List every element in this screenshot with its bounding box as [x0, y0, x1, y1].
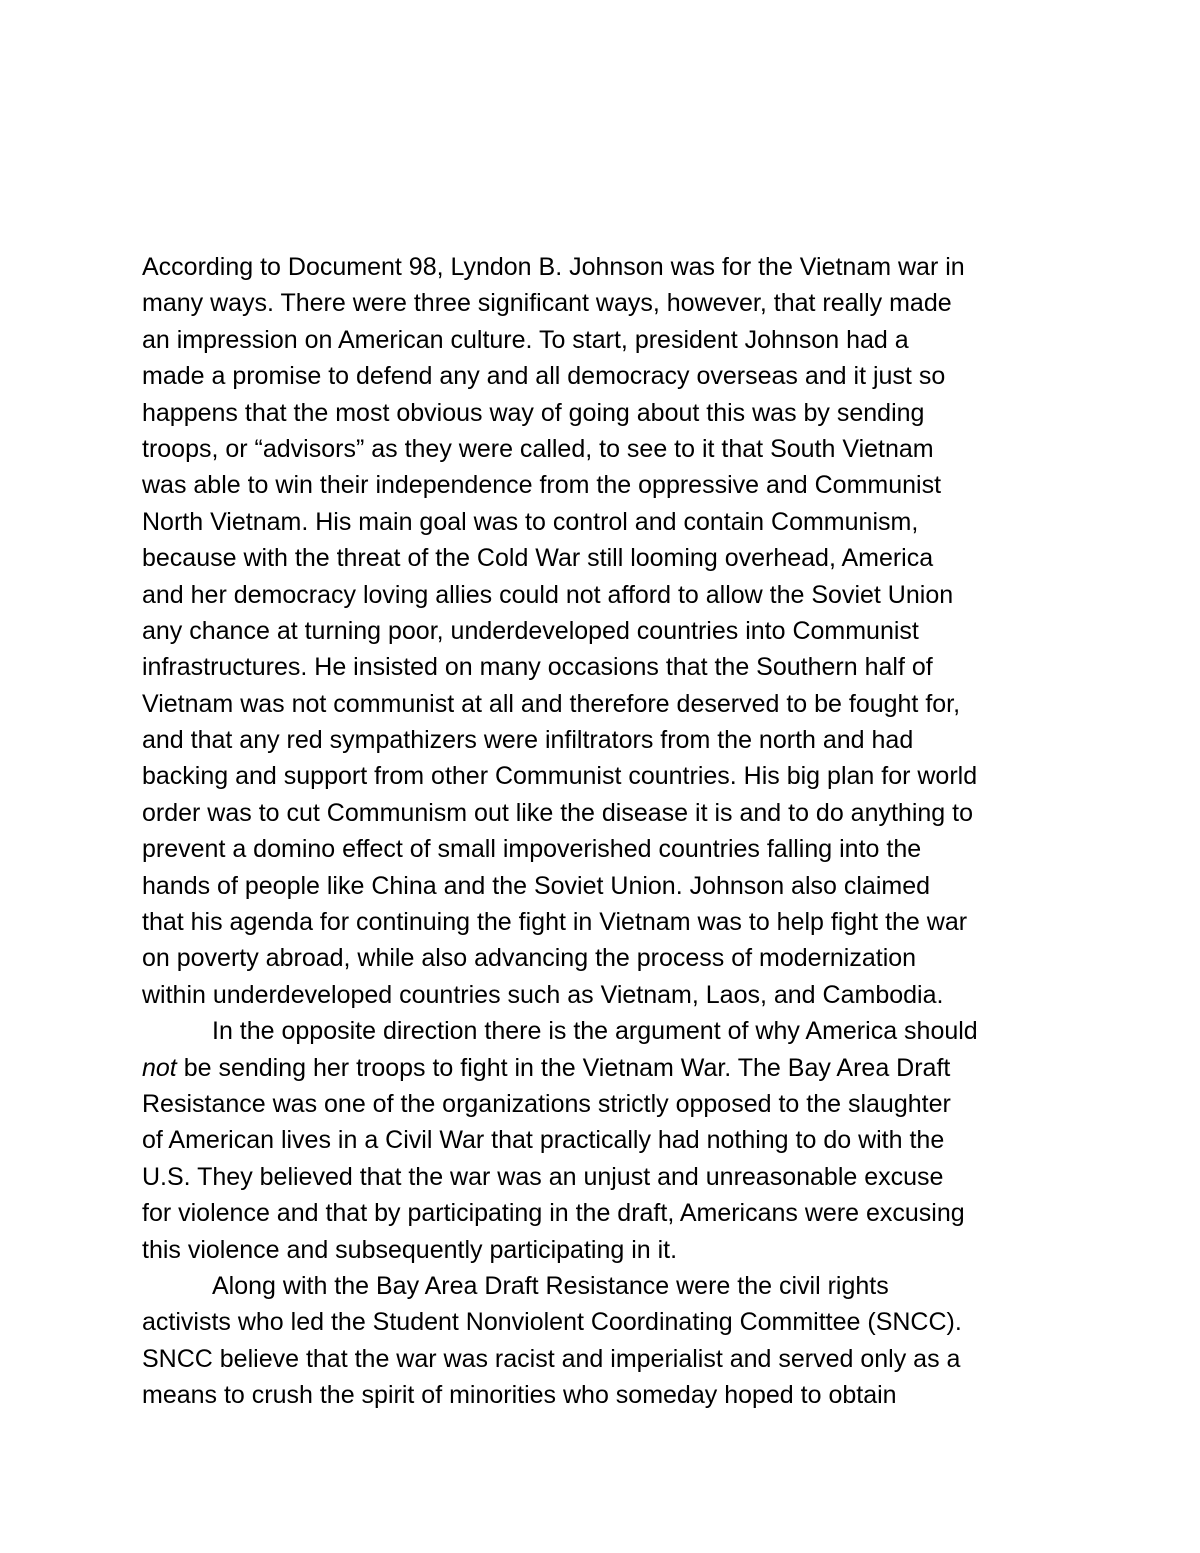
text-line: was able to win their independence from the oppressive and Communist [142, 471, 942, 500]
text-line: this violence and subsequently participating in it. [142, 1235, 678, 1264]
text-line: for violence and that by participating in the draft, Americans were excusing [142, 1199, 965, 1228]
text-line: order was to cut Communism out like the disease it is and to do anything to [142, 798, 973, 827]
text-line: Resistance was one of the organizations strictly opposed to the slaughter [142, 1089, 951, 1118]
text-line: because with the threat of the Cold War still looming overhead, America [142, 544, 934, 573]
text-line: happens that the most obvious way of going about this was by sending [142, 398, 925, 427]
text-line: Vietnam was not communist at all and therefore deserved to be fought for, [142, 689, 961, 718]
italic-text: not [142, 1053, 177, 1082]
text-line: activists who led the Student Nonviolent Coordinating Committee (SNCC). [142, 1308, 962, 1337]
paragraph [142, 1268, 1102, 1414]
text-line: backing and support from other Communist countries. His big plan for world [142, 762, 978, 791]
text-line: that his agenda for continuing the fight in Vietnam was to help fight the war [142, 908, 968, 937]
text-line: prevent a domino effect of small impoverished countries falling into the [142, 835, 922, 864]
text-line: hands of people like China and the Soviet Union. Johnson also claimed [142, 871, 931, 900]
text-line: many ways. There were three significant ways, however, that really made [142, 289, 952, 318]
text-line: In the opposite direction there is the argument of why America should [212, 1017, 978, 1046]
text-line: any chance at turning poor, underdeveloped countries into Communist [142, 616, 919, 645]
text-line: of American lives in a Civil War that practically had nothing to do with the [142, 1126, 945, 1155]
text-line: means to crush the spirit of minorities who someday hoped to obtain [142, 1381, 897, 1410]
text-line: According to Document 98, Lyndon B. Johnson was for the Vietnam war in [142, 253, 965, 281]
text-line: North Vietnam. His main goal was to control and contain Communism, [142, 507, 919, 536]
paragraph [142, 249, 1102, 1013]
text-line: and her democracy loving allies could not afford to allow the Soviet Union [142, 580, 954, 609]
text-line: Along with the Bay Area Draft Resistance were the civil rights [212, 1271, 889, 1300]
text-line: U.S. They believed that the war was an unjust and unreasonable excuse [142, 1162, 944, 1191]
text-line [142, 1050, 1102, 1086]
text-line: within underdeveloped countries such as Vietnam, Laos, and Cambodia. [142, 980, 944, 1009]
text-line: and that any red sympathizers were infiltrators from the north and had [142, 726, 914, 755]
document-body [142, 249, 1102, 1414]
text-line: SNCC believe that the war was racist and imperialist and served only as a [142, 1344, 961, 1373]
text-line: troops, or “advisors” as they were called, to see to it that South Vietnam [142, 434, 934, 463]
text-line: an impression on American culture. To start, president Johnson had a [142, 325, 909, 354]
text-line: on poverty abroad, while also advancing the process of modernization [142, 944, 917, 973]
text-segment: be sending her troops to fight in the Vietnam War. The Bay Area Draft [176, 1053, 951, 1082]
text-line: infrastructures. He insisted on many occasions that the Southern half of [142, 653, 933, 682]
paragraph [142, 1013, 1102, 1268]
text-line: made a promise to defend any and all democracy overseas and it just so [142, 362, 946, 391]
